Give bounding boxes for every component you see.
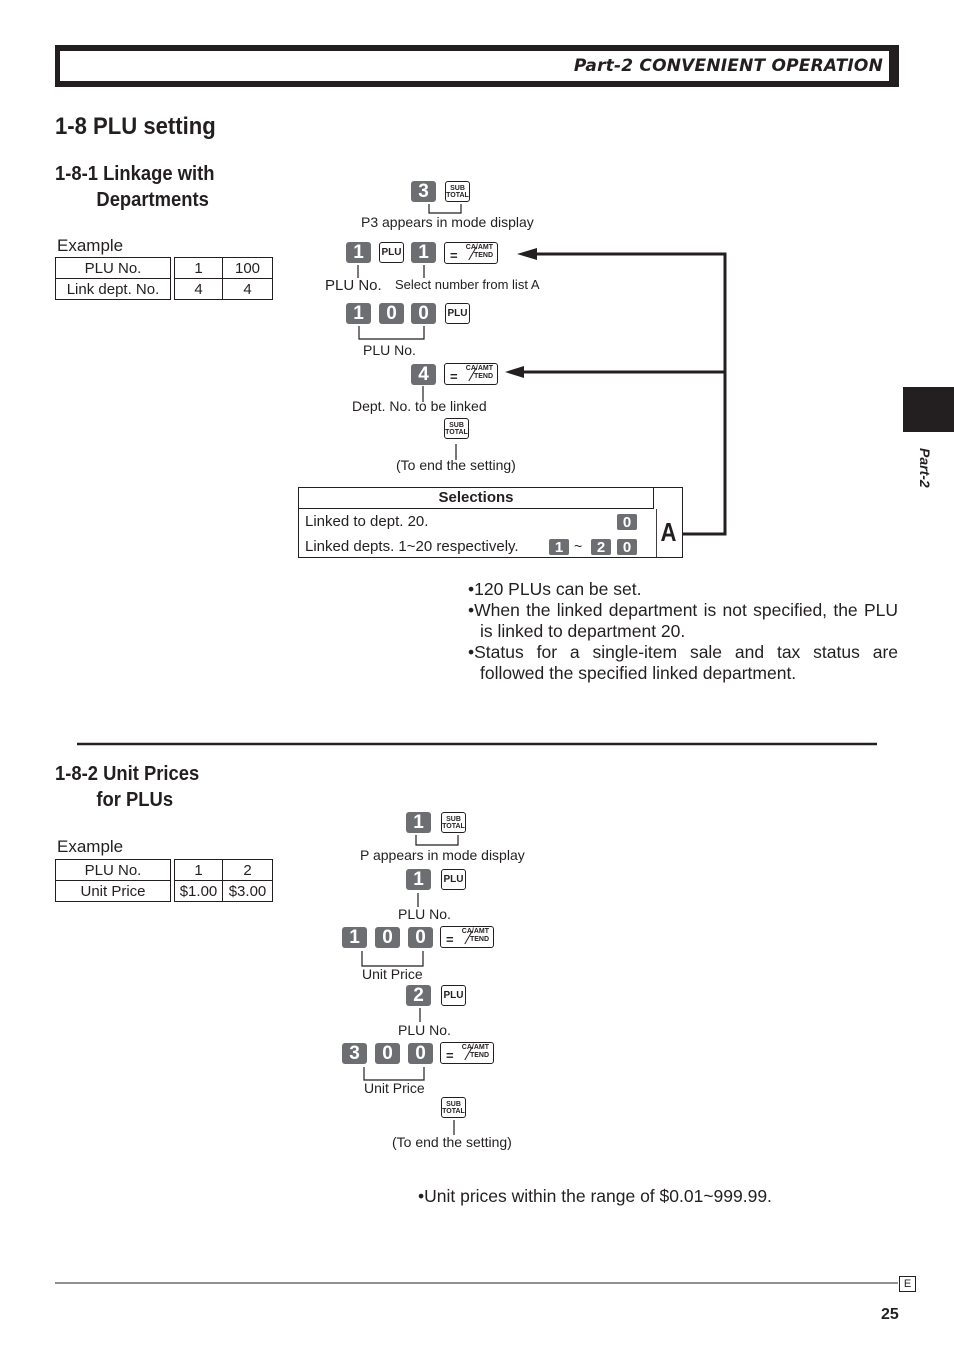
selection-row-2: Linked depts. 1~20 respectively. <box>305 538 519 555</box>
table-cell: 2 <box>223 860 273 881</box>
table-cell: 100 <box>223 258 273 279</box>
ca-amt-tend-key <box>444 242 498 264</box>
key-3: 3 <box>411 181 436 202</box>
subtotal-key: SUB TOTAL <box>444 418 469 439</box>
key-0: 0 <box>408 1043 433 1064</box>
table-row <box>56 860 273 881</box>
ca-amt-tend-key <box>440 1042 494 1064</box>
table-cell: $3.00 <box>223 881 273 902</box>
note-item: •Status for a single-item sale and tax status are followed the specified linked department. <box>468 642 898 683</box>
subtotal-key: SUB TOTAL <box>441 812 466 833</box>
key-3: 3 <box>342 1043 367 1064</box>
note-item: •Unit prices within the range of $0.01~999.99. <box>418 1186 772 1206</box>
page-number: 25 <box>881 1306 899 1323</box>
label-p3: P3 appears in mode display <box>361 214 534 230</box>
label-unit-price: Unit Price <box>362 966 423 982</box>
plu-key: PLU <box>441 985 466 1006</box>
key-1: 1 <box>346 303 371 324</box>
ca-amt-tend-text: CA/AMT TEND <box>461 928 489 943</box>
plu-key: PLU <box>441 869 466 890</box>
key-1: 1 <box>346 242 371 263</box>
key-0: 0 <box>617 514 637 530</box>
note-item: •120 PLUs can be set. <box>468 579 642 599</box>
selection-marker-a: A <box>656 509 680 557</box>
notes-1 <box>468 579 898 684</box>
ca-amt-tend-text: CA/AMT TEND <box>465 365 493 380</box>
tilde: ~ <box>574 538 583 554</box>
subsection-title-1-line2: Departments <box>96 189 209 211</box>
ca-amt-tend-text: CA/AMT TEND <box>465 244 493 259</box>
subsection-title-1-line1: 1-8-1 Linkage with <box>55 163 215 185</box>
equals-glyph: = <box>446 932 454 947</box>
ca-amt-tend-key <box>440 926 494 948</box>
key-1: 1 <box>406 869 431 890</box>
example-label-2: Example <box>57 837 124 856</box>
key-1: 1 <box>406 812 431 833</box>
label-end-setting-2: (To end the setting) <box>392 1134 512 1150</box>
ca-amt-tend-key <box>444 363 498 385</box>
plu-key: PLU <box>379 242 404 263</box>
language-badge: E <box>899 1276 916 1292</box>
key-2: 2 <box>591 539 611 555</box>
label-unit-price-2: Unit Price <box>364 1080 425 1096</box>
subsection-title-2-line2: for PLUs <box>96 789 174 811</box>
selections-table <box>298 487 683 558</box>
note-item: •When the linked department is not specified, the PLU is linked to department 20. <box>468 600 898 641</box>
section-title: 1-8 PLU setting <box>55 113 216 140</box>
table-cell: PLU No. <box>56 860 171 881</box>
table-cell: Link dept. No. <box>56 279 171 300</box>
part-tab-label: Part-2 <box>917 448 933 488</box>
label-p-mode: P appears in mode display <box>360 847 525 863</box>
key-1: 1 <box>549 539 569 555</box>
key-1: 1 <box>411 242 436 263</box>
key-0: 0 <box>617 539 637 555</box>
key-2: 2 <box>406 985 431 1006</box>
table-cell: 4 <box>175 279 223 300</box>
selections-heading: Selections <box>299 488 654 509</box>
key-1: 1 <box>342 927 367 948</box>
ca-amt-tend-text: CA/AMT TEND <box>461 1044 489 1059</box>
table-cell: $1.00 <box>175 881 223 902</box>
subtotal-key: SUB TOTAL <box>445 181 470 202</box>
key-4: 4 <box>411 364 436 385</box>
table-row <box>56 881 273 902</box>
part-tab-marker <box>903 387 954 432</box>
example-table-2 <box>55 859 273 902</box>
table-cell: Unit Price <box>56 881 171 902</box>
equals-glyph: = <box>450 248 458 263</box>
subtotal-key: SUB TOTAL <box>441 1097 466 1118</box>
selection-row-1: Linked to dept. 20. <box>305 513 429 530</box>
table-cell: PLU No. <box>56 258 171 279</box>
label-end-setting: (To end the setting) <box>396 457 516 473</box>
key-0: 0 <box>379 303 404 324</box>
table-cell: 4 <box>223 279 273 300</box>
notes-2 <box>418 1186 898 1207</box>
subsection-title-2 <box>55 761 199 813</box>
key-0: 0 <box>411 303 436 324</box>
label-plu-no-2: PLU No. <box>363 342 416 358</box>
label-plu-no-s2: PLU No. <box>398 906 451 922</box>
label-dept-no: Dept. No. to be linked <box>352 398 487 414</box>
key-0: 0 <box>375 1043 400 1064</box>
label-select-list-a: Select number from list A <box>395 277 540 292</box>
table-cell: 1 <box>175 258 223 279</box>
key-0: 0 <box>375 927 400 948</box>
key-0: 0 <box>408 927 433 948</box>
table-cell: 1 <box>175 860 223 881</box>
subsection-title-2-line1: 1-8-2 Unit Prices <box>55 763 200 785</box>
equals-glyph: = <box>450 369 458 384</box>
example-label-1: Example <box>57 236 124 255</box>
label-plu-no-s2-2: PLU No. <box>398 1022 451 1038</box>
plu-key: PLU <box>445 303 470 324</box>
chapter-title: Part-2 CONVENIENT OPERATION <box>573 56 883 76</box>
equals-glyph: = <box>446 1048 454 1063</box>
label-plu-no: PLU No. <box>325 277 382 294</box>
